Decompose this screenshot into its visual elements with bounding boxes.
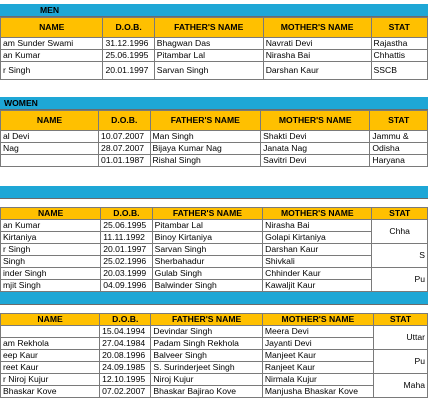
cell-mother: Golapi Kirtaniya	[263, 232, 372, 244]
cell-father: Padam Singh Rekhola	[151, 338, 262, 350]
cell-mother: Nirasha Bai	[263, 50, 371, 62]
cell-father: Pitambar Lal	[154, 50, 263, 62]
header-row	[1, 18, 428, 38]
cell-father: Pitambar Lal	[152, 220, 263, 232]
cell-state: Chha	[372, 220, 428, 244]
cell-name: Kirtaniya	[1, 232, 101, 244]
section-title	[0, 292, 428, 305]
cell-dob: 15.04.1994	[100, 326, 151, 338]
cell-name: an Kumar	[1, 220, 101, 232]
cell-dob: 25.06.1995	[101, 220, 152, 232]
table-row	[1, 38, 428, 50]
cell-state: Jammu &	[370, 131, 428, 143]
cell-name: r Niroj Kujur	[1, 374, 100, 386]
cell-dob: 25.06.1995	[103, 50, 154, 62]
cell-mother: Darshan Kaur	[263, 244, 372, 256]
header-father: FATHER'S NAME	[150, 111, 261, 131]
header-row	[1, 314, 428, 326]
cell-father: Man Singh	[150, 131, 261, 143]
cell-name: r Singh	[1, 244, 101, 256]
cell-mother: Ranjeet Kaur	[262, 362, 373, 374]
table-row	[1, 256, 428, 268]
header-dob: D.O.B.	[103, 18, 154, 38]
cell-mother: Nirasha Bai	[263, 220, 372, 232]
table-row	[1, 232, 428, 244]
cell-mother: Shivkali	[263, 256, 372, 268]
cell-dob: 11.11.1992	[101, 232, 152, 244]
cell-dob: 07.02.2007	[100, 386, 151, 398]
cell-mother: Shakti Devi	[261, 131, 370, 143]
table-row	[1, 131, 428, 143]
section-men	[0, 4, 428, 80]
cell-mother: Kawaljit Kaur	[263, 280, 372, 292]
cell-state: Haryana	[370, 155, 428, 167]
cell-father: Sarvan Singh	[154, 62, 263, 80]
cell-dob: 28.07.2007	[99, 143, 150, 155]
table-row	[1, 386, 428, 398]
cell-state: Pu	[372, 268, 428, 292]
cell-name	[1, 155, 99, 167]
header-father: FATHER'S NAME	[154, 18, 263, 38]
cell-father: Niroj Kujur	[151, 374, 262, 386]
participants-table	[0, 207, 428, 292]
cell-state: S	[372, 244, 428, 268]
header-name: NAME	[1, 314, 100, 326]
table-row	[1, 155, 428, 167]
cell-dob: 12.10.1995	[100, 374, 151, 386]
cell-name: mjit Singh	[1, 280, 101, 292]
cell-dob: 20.08.1996	[100, 350, 151, 362]
header-dob: D.O.B.	[99, 111, 150, 131]
cell-dob: 04.09.1996	[101, 280, 152, 292]
cell-dob: 24.09.1985	[100, 362, 151, 374]
cell-dob: 31.12.1996	[103, 38, 154, 50]
header-father: FATHER'S NAME	[152, 208, 263, 220]
cell-name: am Rekhola	[1, 338, 100, 350]
cell-name	[1, 326, 100, 338]
cell-name: al Devi	[1, 131, 99, 143]
cell-mother: Manjusha Bhaskar Kove	[262, 386, 373, 398]
participants-table	[0, 110, 428, 167]
table-row	[1, 362, 428, 374]
cell-name: r Singh	[1, 62, 103, 80]
section-team-b	[0, 292, 428, 398]
cell-father: Balveer Singh	[151, 350, 262, 362]
cell-dob: 20.03.1999	[101, 268, 152, 280]
cell-state: SSCB	[371, 62, 427, 80]
cell-father: S. Surinderjeet Singh	[151, 362, 262, 374]
table-row	[1, 350, 428, 362]
cell-name: reet Kaur	[1, 362, 100, 374]
cell-state: Rajastha	[371, 38, 427, 50]
cell-name: an Kumar	[1, 50, 103, 62]
cell-father: Rishal Singh	[150, 155, 261, 167]
header-name: NAME	[1, 18, 103, 38]
cell-father: Bhaskar Bajirao Kove	[151, 386, 262, 398]
cell-mother: Jayanti Devi	[262, 338, 373, 350]
cell-father: Binoy Kirtaniya	[152, 232, 263, 244]
cell-dob: 01.01.1987	[99, 155, 150, 167]
participants-table	[0, 17, 428, 80]
table-row	[1, 268, 428, 280]
header-state: STAT	[371, 18, 427, 38]
cell-father: Devindar Singh	[151, 326, 262, 338]
header-dob: D.O.B.	[100, 314, 151, 326]
header-row	[1, 208, 428, 220]
cell-father: Bijaya Kumar Nag	[150, 143, 261, 155]
header-name: NAME	[1, 111, 99, 131]
section-title	[0, 186, 428, 199]
header-mother: MOTHER'S NAME	[263, 208, 372, 220]
table-row	[1, 143, 428, 155]
cell-mother: Savitri Devi	[261, 155, 370, 167]
header-dob: D.O.B.	[101, 208, 152, 220]
cell-father: Gulab Singh	[152, 268, 263, 280]
cell-state: Maha	[373, 374, 427, 398]
table-row	[1, 326, 428, 338]
section-gap	[0, 199, 428, 207]
header-mother: MOTHER'S NAME	[261, 111, 370, 131]
header-name: NAME	[1, 208, 101, 220]
table-row	[1, 50, 428, 62]
section-team-a	[0, 186, 428, 292]
table-row	[1, 220, 428, 232]
cell-name: Singh	[1, 256, 101, 268]
cell-mother: Darshan Kaur	[263, 62, 371, 80]
cell-name: inder Singh	[1, 268, 101, 280]
cell-name: eep Kaur	[1, 350, 100, 362]
header-row	[1, 111, 428, 131]
cell-mother: Meera Devi	[262, 326, 373, 338]
cell-name: Bhaskar Kove	[1, 386, 100, 398]
table-row	[1, 374, 428, 386]
cell-mother: Janata Nag	[261, 143, 370, 155]
cell-mother: Chhinder Kaur	[263, 268, 372, 280]
cell-state: Odisha	[370, 143, 428, 155]
section-gap	[0, 305, 428, 313]
cell-dob: 25.02.1996	[101, 256, 152, 268]
cell-name: Nag	[1, 143, 99, 155]
cell-dob: 10.07.2007	[99, 131, 150, 143]
header-mother: MOTHER'S NAME	[263, 18, 371, 38]
table-row	[1, 62, 428, 80]
cell-mother: Navrati Devi	[263, 38, 371, 50]
section-title: WOMEN	[0, 97, 428, 110]
cell-dob: 20.01.1997	[101, 244, 152, 256]
section-women	[0, 97, 428, 167]
cell-dob: 27.04.1984	[100, 338, 151, 350]
table-row	[1, 244, 428, 256]
participants-table	[0, 313, 428, 398]
table-row	[1, 338, 428, 350]
cell-state: Chhattis	[371, 50, 427, 62]
cell-dob: 20.01.1997	[103, 62, 154, 80]
cell-father: Balwinder Singh	[152, 280, 263, 292]
header-father: FATHER'S NAME	[151, 314, 262, 326]
cell-name: am Sunder Swami	[1, 38, 103, 50]
cell-mother: Manjeet Kaur	[262, 350, 373, 362]
section-title: MEN	[0, 4, 428, 17]
cell-father: Sarvan Singh	[152, 244, 263, 256]
header-state: STAT	[372, 208, 428, 220]
cell-state: Uttar	[373, 326, 427, 350]
cell-father: Bhagwan Das	[154, 38, 263, 50]
cell-mother: Nirmala Kujur	[262, 374, 373, 386]
cell-state: Pu	[373, 350, 427, 374]
header-mother: MOTHER'S NAME	[262, 314, 373, 326]
cell-father: Sherbahadur	[152, 256, 263, 268]
table-row	[1, 280, 428, 292]
header-state: STAT	[370, 111, 428, 131]
header-state: STAT	[373, 314, 427, 326]
